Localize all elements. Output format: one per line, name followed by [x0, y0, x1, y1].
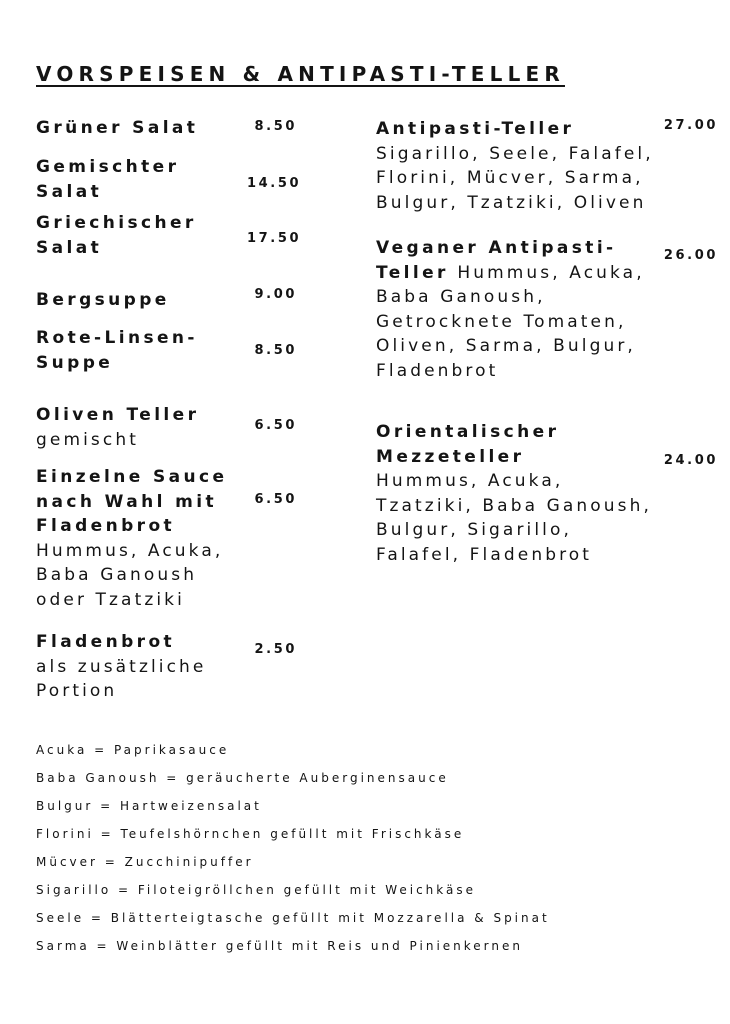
menu-item-oliven-teller — [36, 403, 246, 452]
item-description: gemischt — [36, 429, 139, 450]
menu-item-griechischer-salat — [36, 211, 236, 260]
item-name: Fladenbrot — [36, 632, 176, 652]
item-name: Gemischter Salat — [36, 157, 180, 202]
item-description: Hummus, Acuka, Baba Ganoush, Getrocknete Tomaten, Oliven, Sarma, Bulgur, Fladenbrot — [376, 262, 645, 381]
item-name: Bergsuppe — [36, 290, 170, 310]
menu-item-gruener-salat — [36, 116, 198, 141]
glossary-entry: Seele = Blätterteigtasche gefüllt mit Mozzarella & Spinat — [36, 911, 550, 925]
item-name: Oliven Teller — [36, 405, 200, 425]
glossary-entry: Baba Ganoush = geräucherte Auberginensauce — [36, 771, 449, 785]
item-price: 2.50 — [254, 642, 297, 657]
item-price: 27.00 — [663, 118, 718, 133]
glossary-entry: Acuka = Paprikasauce — [36, 743, 230, 757]
menu-item-fladenbrot — [36, 630, 236, 704]
item-price: 14.50 — [247, 176, 302, 191]
item-price: 24.00 — [663, 453, 718, 468]
item-price: 8.50 — [254, 343, 297, 358]
item-price: 6.50 — [254, 418, 297, 433]
menu-item-gemischter-salat — [36, 155, 236, 204]
item-name: Grüner Salat — [36, 118, 199, 138]
menu-item-rote-linsen-suppe — [36, 326, 226, 375]
menu-item-veganer-antipasti-teller — [376, 236, 646, 383]
section-title: VORSPEISEN & ANTIPASTI-TELLER — [36, 62, 565, 86]
item-description: Sigarillo, Seele, Falafel, Florini, Mücver, Sarma, Bulgur, Tzatziki, Oliven — [376, 143, 654, 213]
item-name: Antipasti-Teller — [376, 119, 575, 139]
glossary-entry: Sigarillo = Filoteigröllchen gefüllt mit Weichkäse — [36, 883, 477, 897]
item-name: Einzelne Sauce nach Wahl mit Fladenbrot — [36, 467, 228, 536]
item-name: Rote-Linsen-Suppe — [36, 328, 198, 373]
glossary — [36, 740, 550, 964]
glossary-entry: Mücver = Zucchinipuffer — [36, 855, 254, 869]
glossary-entry: Bulgur = Hartweizensalat — [36, 799, 262, 813]
item-price: 9.00 — [254, 287, 297, 302]
menu-item-bergsuppe — [36, 288, 170, 313]
glossary-entry: Florini = Teufelshörnchen gefüllt mit Frischkäse — [36, 827, 465, 841]
item-price: 26.00 — [663, 248, 718, 263]
item-name: Orientalischer Mezzeteller — [376, 422, 560, 467]
menu-item-antipasti-teller — [376, 117, 666, 215]
item-price: 8.50 — [254, 119, 297, 134]
item-name: Veganer Antipasti-Teller — [376, 238, 617, 283]
item-name: Griechischer Salat — [36, 213, 197, 258]
item-price: 6.50 — [254, 492, 297, 507]
item-description: Hummus, Acuka, Tzatziki, Baba Ganoush, Bulgur, Sigarillo, Falafel, Fladenbrot — [376, 471, 652, 565]
menu-item-orientalischer-mezzeteller — [376, 420, 661, 567]
item-price: 17.50 — [247, 231, 302, 246]
item-description: Hummus, Acuka, Baba Ganoush oder Tzatziki — [36, 540, 224, 610]
menu-item-einzelne-sauce — [36, 465, 244, 612]
item-description: als zusätzliche Portion — [36, 656, 207, 701]
glossary-entry: Sarma = Weinblätter gefüllt mit Reis und Pinienkernen — [36, 939, 523, 953]
